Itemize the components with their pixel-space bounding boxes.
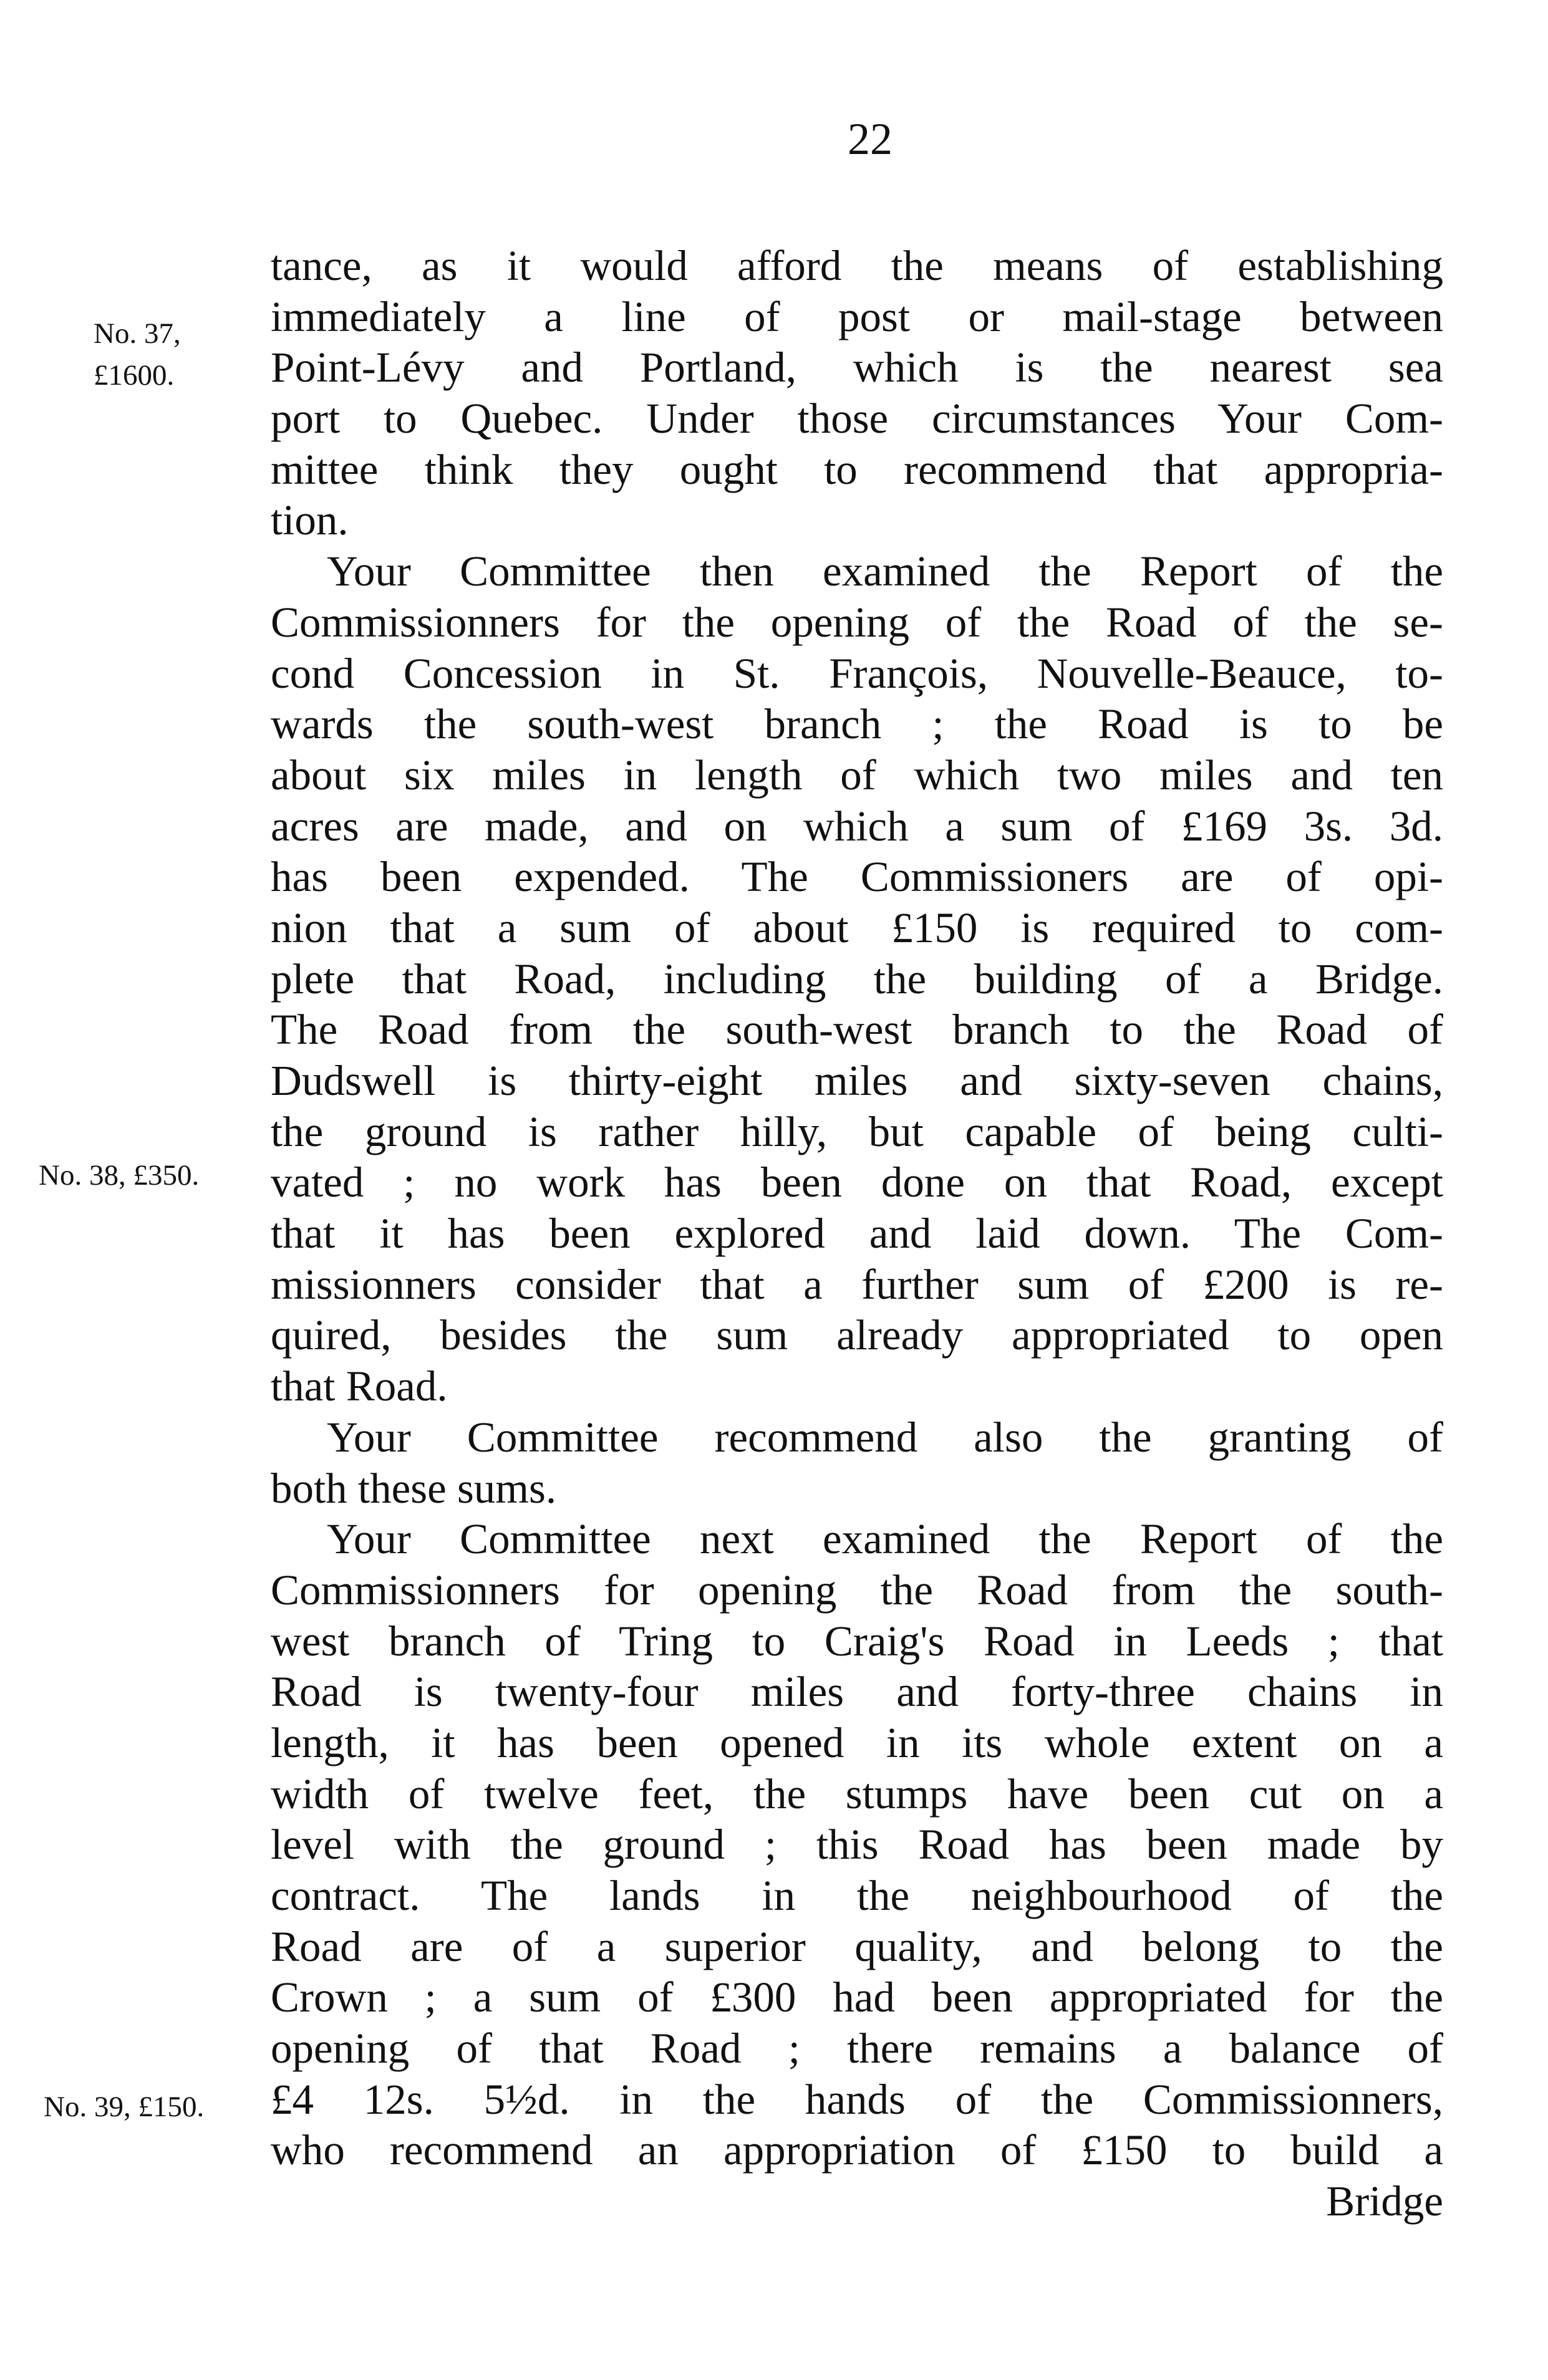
text-line: vated ; no work has been done on that Road, except [271, 1159, 1443, 1207]
text-line: nion that a sum of about £150 is required to com- [271, 903, 1443, 952]
text-line: Your Committee recommend also the granting of [327, 1413, 1443, 1461]
text-line: port to Quebec. Under those circumstances Your Com- [271, 395, 1443, 443]
catchword: Bridge [1326, 2177, 1443, 2225]
text-line: Point-Lévy and Portland, which is the nearest sea [271, 344, 1443, 392]
margin-note-37-amount: £1600. [94, 359, 175, 392]
text-line: length, it has been opened in its whole extent on a [271, 1718, 1443, 1766]
text-line: who recommend an appropriation of £150 to build a [271, 2126, 1443, 2174]
text-line: Road are of a superior quality, and belong to the [271, 1922, 1443, 1970]
text-line: width of twelve feet, the stumps have been cut on a [271, 1770, 1443, 1818]
text-line: tance, as it would afford the means of establishing [271, 242, 1443, 289]
text-line: Dudswell is thirty-eight miles and sixty-seven chains, [271, 1057, 1443, 1104]
margin-note-39: No. 39, £150. [44, 2091, 205, 2123]
text-line: about six miles in length of which two miles and ten [271, 751, 1443, 799]
text-line: plete that Road, including the building of a Bridge. [271, 955, 1443, 1003]
page-number: 22 [848, 114, 893, 164]
text-line: wards the south-west branch ; the Road is to be [271, 700, 1443, 748]
margin-note-37-number: No. 37, [94, 317, 181, 350]
body-text [271, 241, 1443, 2227]
text-line: west branch of Tring to Craig's Road in Leeds ; that [271, 1617, 1443, 1665]
text-line: opening of that Road ; there remains a balance of [271, 2025, 1443, 2073]
text-line: Your Committee next examined the Report of the [327, 1515, 1443, 1563]
text-line: level with the ground ; this Road has been made by [271, 1821, 1443, 1869]
text-line: acres are made, and on which a sum of £169 3s. 3d. [271, 802, 1443, 850]
text-line: contract. The lands in the neighbourhood of the [271, 1872, 1443, 1919]
text-line: Commissionners for opening the Road from the south- [271, 1566, 1443, 1614]
text-line: The Road from the south-west branch to the Road of [271, 1006, 1443, 1054]
text-line: the ground is rather hilly, but capable of being culti- [271, 1107, 1443, 1155]
text-line: Commissionners for the opening of the Road of the se- [271, 598, 1443, 646]
text-line: quired, besides the sum already appropriated to open [271, 1311, 1443, 1359]
text-line: both these sums. [271, 1464, 557, 1512]
text-line: Road is twenty-four miles and forty-three chains in [271, 1668, 1443, 1716]
text-line: mittee think they ought to recommend that appropria- [271, 445, 1443, 493]
text-line: has been expended. The Commissioners are of opi- [271, 853, 1443, 901]
margin-note-38: No. 38, £350. [39, 1159, 200, 1192]
text-line: tion. [271, 496, 349, 544]
text-line: Your Committee then examined the Report of the [327, 547, 1443, 595]
text-line: £4 12s. 5½d. in the hands of the Commissionners, [271, 2075, 1443, 2123]
text-line: Crown ; a sum of £300 had been appropriated for the [271, 1973, 1443, 2021]
text-line: missionners consider that a further sum of £200 is re- [271, 1260, 1443, 1308]
text-line: that Road. [271, 1362, 448, 1410]
text-line: that it has been explored and laid down. The Com- [271, 1210, 1443, 1258]
text-line: immediately a line of post or mail-stage between [271, 292, 1443, 340]
text-line: cond Concession in St. François, Nouvelle-Beauce, to- [271, 649, 1443, 697]
